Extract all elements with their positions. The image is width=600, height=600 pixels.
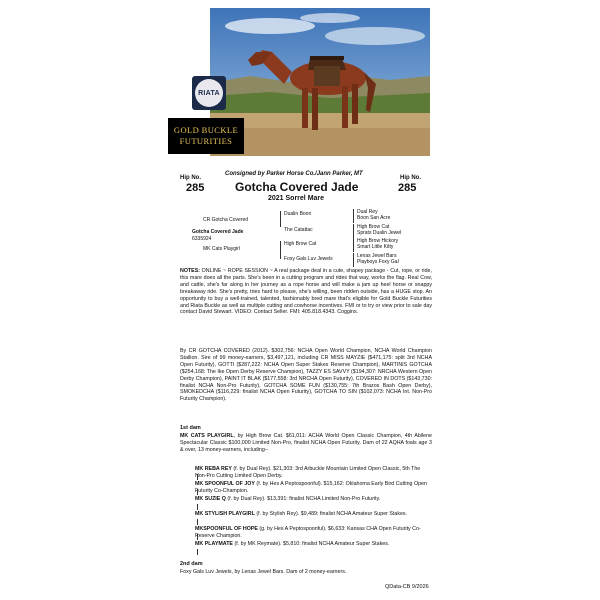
produce-entry xyxy=(195,526,431,540)
notes-text: ONLINE ~ ROPE SESSION ~ A real package deal in a cute, shapey package - Cut, rope, or ride, this mare does all the parts. She's been in a cutting program and rides that way, works the flag. Real Cow, and cattle, she's far along in her journey as a rope horse and will make a jam up heel horse or snappy breakaway ride. She's pretty, tries hard to please, she's willing, been ridden outside, has a HUGE stop. An opportunity to buy a well-trained, talented, fashionably bred mare that's eligible for Gold Buckle Futurities and Riata Buckle as well as multiple cutting and cowhorse incentives. FMI or to try or view prior to sale day contact David Stewart. VIDEO: Contact Seller. FMI: 405.818.4343. Coggins. xyxy=(180,268,432,316)
pedigree-dam-dam: Foxy Gals Luv Jewels xyxy=(284,256,333,262)
pedigree-bracket xyxy=(353,238,354,252)
produce-entry xyxy=(195,481,431,495)
pedigree-bracket xyxy=(353,209,354,223)
produce-entry xyxy=(195,511,431,518)
pedigree-sdd: Sprats Dualin Jewel xyxy=(357,230,402,236)
pedigree-self: Gotcha Covered Jade xyxy=(192,229,244,235)
pedigree-sire-sire: Dualin Boon xyxy=(284,211,312,217)
pedigree-ssd: Boon San Acre xyxy=(357,215,391,221)
produce-entry xyxy=(195,466,431,480)
first-dam-text: , by High Brow Cat. $61,011: ACHA World Open Classic Champion, 4th Abilene Spectacular Classic $100,000 Limited Non-Pro, finalist NCHA Open Futurity. Dam of 22 AQHA foals age 3 & over, 13 money-earners, including-- xyxy=(180,433,432,453)
hip-number-left: 285 xyxy=(186,182,205,194)
riata-logo xyxy=(192,76,226,110)
first-dam-name: MK CATS PLAYGIRL xyxy=(180,433,234,439)
produce-text: (f. by MK Reymate). $5,810: finalist NCHA Amateur Super Stakes. xyxy=(232,541,390,547)
pedigree-bracket xyxy=(280,241,281,259)
produce-name: MK REBA REY xyxy=(195,466,232,472)
produce-name: MK STYLISH PLAYGIRL xyxy=(195,511,255,517)
pedigree-ddd: Playboys Foxy Gal xyxy=(357,259,399,265)
notes-paragraph xyxy=(180,268,432,316)
second-dam-text: Foxy Gals Luv Jewels, by Lenas Jewel Bars. Dam of 2 money-earners. xyxy=(180,569,347,575)
produce-text: (g. by Hes A Peptospoonful). $6,633: Kansas CHA Open Futurity Co-Reserve Champion. xyxy=(195,526,421,539)
pedigree-dam: MK Cats Playgirl xyxy=(203,246,240,252)
pedigree-dam-sire: High Brow Cat xyxy=(284,241,317,247)
produce-name: MKSPOONFUL OF HOPE xyxy=(195,526,258,532)
second-dam-label: 2nd dam xyxy=(180,561,203,567)
pedigree-sire: CR Gotcha Covered xyxy=(203,217,249,223)
pedigree-sss: Dual Rey xyxy=(357,209,378,215)
first-dam-paragraph xyxy=(180,433,432,454)
pedigree-dss: High Brow Hickory xyxy=(357,238,399,244)
hip-number-right: 285 xyxy=(398,182,417,194)
notes-label: NOTES: xyxy=(180,268,201,274)
produce-name: MK SUZIE Q xyxy=(195,496,226,502)
horse-name: Gotcha Covered Jade xyxy=(235,180,359,194)
produce-name: MK PLAYMATE xyxy=(195,541,233,547)
pedigree-dsd: Smart Little Kitty xyxy=(357,244,394,250)
produce-name: MK SPOONFUL OF JOY xyxy=(195,481,255,487)
produce-entry xyxy=(195,541,431,548)
sire-paragraph: By CR GOTCHA COVERED (2012). $302,756: NCHA Open World Champion, NCHA World Champion Stallion. Sire of 99 money-earners, $3,497,121, including CR MISS MAYZIE ($471,175: split 3rd NCHA Open Futurity), GOTTI ($287,222: NCHA Open Super Stakes Reserve Champion), MARTINIS GOTCHA ($254,168: The Ike Open Derby Reserve Champion), TAZZY ES SAVVY ($194,307: NRCHA Western Open Derby Champion), PAINT IT BLAK ($177,558: 3rd NRCHA Open Futurity), COVERED IN DOTS ($143,730: finalist NCHA Non-Pro Futurity), GOTCHA SOME FUN ($130,755: 7th Brazos Bash Open Derby), SMOKEDCHA ($116,229: finalist NCHA Open Futurity), GOTCHA TO SIN ($102,073: NCHA Int. Non-Pro Futurity Champion). xyxy=(180,348,432,403)
produce-text: (f. by Dual Rey). $21,303: 3rd Arbuckle Mountain Limited Open Classic, 5th The Non-Pro Cutting Limited Open Derby. xyxy=(195,466,421,479)
produce-text: (f. by Dual Rey). $13,391: finalist NCHA Limited Non-Pro Futurity. xyxy=(225,496,381,502)
pedigree-dds: Lenas Jewel Bars xyxy=(357,253,397,259)
produce-entry xyxy=(195,496,431,503)
riata-logo-text: RIATA xyxy=(195,79,223,107)
pedigree-bracket xyxy=(353,224,354,238)
produce-text: (f. by Stylish Rey). $9,489: finalist NCHA Amateur Super Stakes. xyxy=(254,511,408,517)
footer-code: QData-CB 9/2026 xyxy=(385,584,429,590)
gold-buckle-logo-line2: FUTURITIES xyxy=(179,136,233,146)
pedigree-bracket xyxy=(353,253,354,267)
pedigree-bracket xyxy=(280,211,281,227)
produce-text: (f. by Hes A Peptospoonful). $15,162: Oklahoma Early Bird Cutting Open Futurity Co-Champion. xyxy=(195,481,427,494)
gold-buckle-logo-line1: GOLD BUCKLE xyxy=(173,125,239,135)
first-dam-label: 1st dam xyxy=(180,425,201,431)
consignor: Consigned by Parker Horse Co./Jann Parker, MT xyxy=(225,171,363,177)
pedigree-sds: High Brow Cat xyxy=(357,224,390,230)
gold-buckle-futurities-logo xyxy=(168,118,244,154)
pedigree-sire-dam: The Catattac xyxy=(284,227,313,233)
horse-description: 2021 Sorrel Mare xyxy=(268,195,325,202)
hip-label-right: Hip No. xyxy=(400,175,421,181)
pedigree-registration: 6335924 xyxy=(192,236,212,242)
hip-label-left: Hip No. xyxy=(180,175,201,181)
